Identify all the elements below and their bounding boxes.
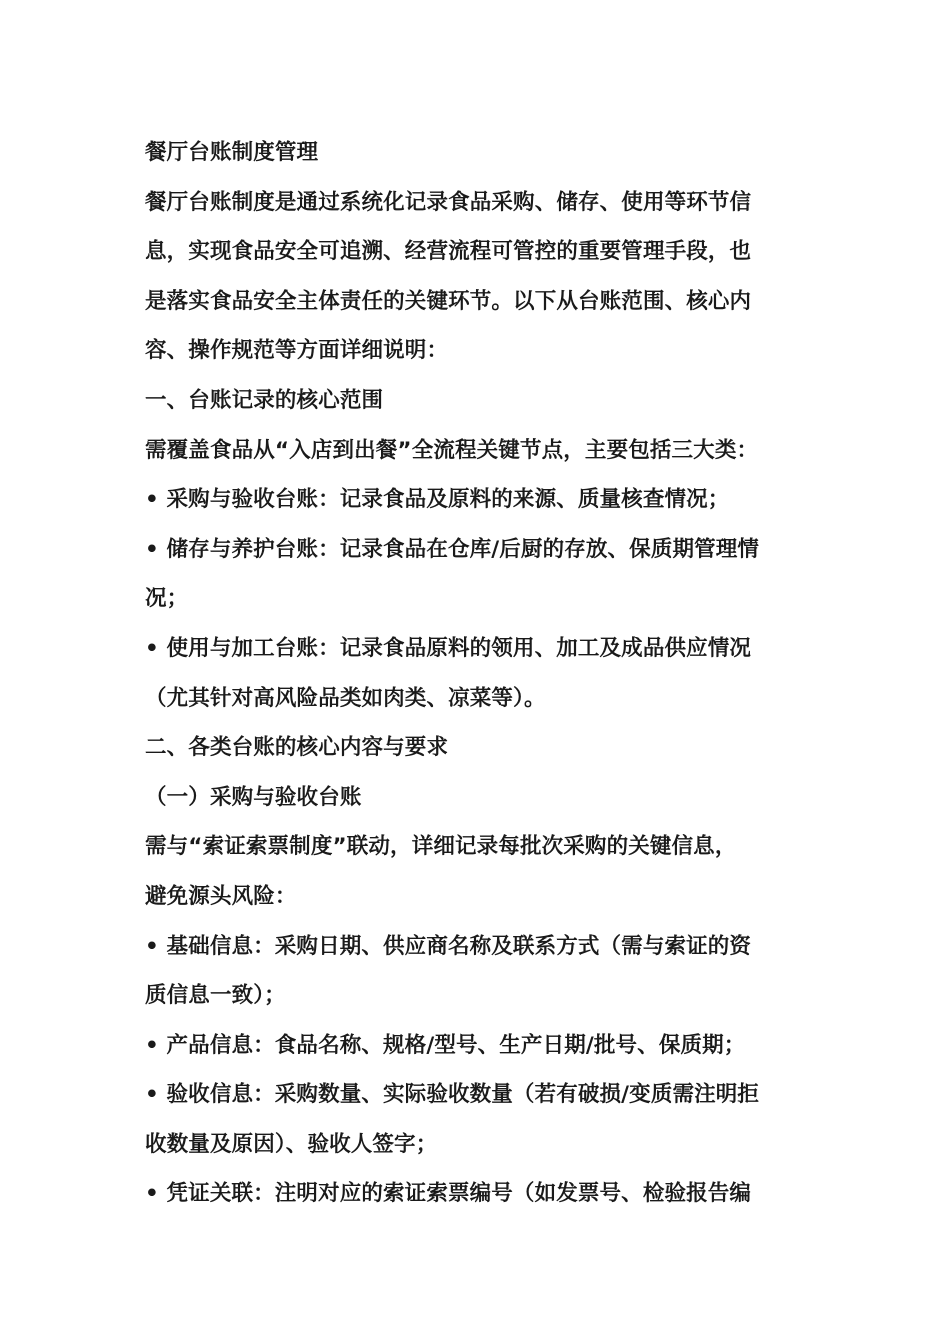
bullet-item: • 储存与养护台账：记录食品在仓库/后厨的存放、保质期管理情 xyxy=(145,536,760,562)
text-line: 收数量及原因）、验收人签字； xyxy=(145,1131,438,1157)
text-line: 是落实食品安全主体责任的关键环节。以下从台账范围、核心内 xyxy=(145,288,752,314)
bullet-item: • 产品信息：食品名称、规格/型号、生产日期/批号、保质期； xyxy=(145,1032,746,1058)
section-heading: 一、台账记录的核心范围 xyxy=(145,387,384,413)
text-line: 况； xyxy=(145,586,189,612)
bullet-item: • 凭证关联：注明对应的索证索票编号（如发票号、检验报告编 xyxy=(145,1181,752,1207)
bullet-item: • 使用与加工台账：记录食品原料的领用、加工及成品供应情况 xyxy=(145,635,752,661)
document-title: 餐厅台账制度管理 xyxy=(145,140,319,165)
text-line: 质信息一致）； xyxy=(145,983,286,1009)
text-line: 避免源头风险： xyxy=(145,883,297,909)
text-line: 息，实现食品安全可追溯、经营流程可管控的重要管理手段，也 xyxy=(145,239,752,265)
bullet-item: • 基础信息：采购日期、供应商名称及联系方式（需与索证的资 xyxy=(145,933,752,959)
text-line: 容、操作规范等方面详细说明： xyxy=(145,338,449,364)
subsection-heading: （一）采购与验收台账 xyxy=(145,784,362,810)
bullet-item: • 验收信息：采购数量、实际验收数量（若有破损/变质需注明拒 xyxy=(145,1082,760,1108)
bullet-item: • 采购与验收台账：记录食品及原料的来源、质量核查情况； xyxy=(145,487,730,513)
text-line: 需与“索证索票制度”联动，详细记录每批次采购的关键信息， xyxy=(145,834,737,860)
section-heading: 二、各类台账的核心内容与要求 xyxy=(145,735,449,761)
document-page xyxy=(145,128,810,1219)
text-line: 餐厅台账制度是通过系统化记录食品采购、储存、使用等环节信 xyxy=(145,189,752,215)
text-line: 需覆盖食品从“入店到出餐”全流程关键节点，主要包括三大类： xyxy=(145,437,759,463)
text-line: （尤其针对高风险品类如肉类、凉菜等）。 xyxy=(145,685,546,711)
